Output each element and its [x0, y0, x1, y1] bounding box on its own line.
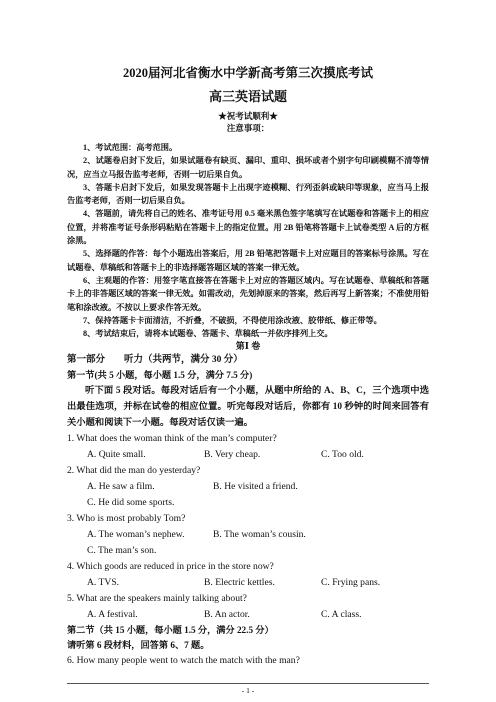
page-content	[67, 66, 429, 669]
notice-item: 5、选择题的作答：每个小题选出答案后，用 2B 铅笔把答题卡上对应题目的答案标号涂黑。写在试题卷、草稿纸和答题卡上的非选择题答题区域的答案一律无效。	[67, 249, 429, 272]
page-number: - 1 -	[241, 686, 255, 695]
notice-item: 6、主观题的作答：用签字笔直接答在答题卡上对应的答题区域内。写在试题卷、草稿纸和答题卡上的非答题区域的答案一律无效。如需改动，先划掉原来的答案，然后再写上新答案；不准使用铅笔和涂改液。不按以上要求作答无效。	[67, 275, 429, 312]
notice-item: 2、试题卷启封下发后，如果试题卷有缺页、漏印、重印、损坏或者个别字句印刷模糊不清等情况，应当立马报告监考老师，否则一切后果自负。	[67, 156, 429, 179]
question-stem: 3. Who is most probably Tom?	[67, 513, 186, 525]
option-b: B. An actor.	[204, 609, 250, 621]
option-c: C. Frying pans.	[321, 577, 381, 589]
option-a: A. TVS.	[87, 577, 120, 589]
option-row	[67, 607, 429, 623]
question-stem: 4. Which goods are reduced in price in the store now?	[67, 561, 274, 573]
section-heading: 第一节(共 5 小题，每小题 1.5 分，满分 7.5 分)	[67, 370, 253, 381]
option-c: C. The man’s son.	[87, 545, 157, 557]
option-row	[67, 479, 429, 495]
notice-item: 3、答题卡启封下发后，如果发现答题卡上出现字迹模糊、行列歪斜或缺印等现象，应当马上报告监考老师，否则一切后果自负。	[67, 182, 429, 206]
part-heading: 第一部分 听力（共两节，满分 30 分）	[67, 355, 243, 366]
section-heading: 第二节（共 15 小题，每小题 1.5 分，满分 22.5 分）	[67, 625, 274, 636]
option-a: A. He saw a film.	[87, 481, 155, 493]
option-row	[67, 527, 429, 543]
option-row	[67, 447, 429, 463]
volume-heading: 第Ⅰ 卷	[235, 341, 261, 352]
exam-title: 2020届河北省衡水中学新高考第三次摸底考试	[122, 66, 373, 80]
notice-item: 7、保持答题卡卡面清洁，不折叠，不破损，不得使用涂改液、胶带纸、修正带等。	[83, 315, 382, 325]
option-c: C. A class.	[321, 609, 362, 621]
option-c: C. Too old.	[321, 449, 364, 461]
blessing-line: ★祝考试顺利★	[218, 111, 278, 121]
notice-list	[67, 141, 429, 340]
notice-item: 8、考试结束后，请将本试题卷、答题卡、草稿纸一并依序排列上交。	[83, 329, 333, 339]
question-stem: 2. What did the man do yesterday?	[67, 465, 201, 477]
question-stem: 1. What does the woman think of the man’s computer?	[67, 433, 277, 445]
option-b: B. Very cheap.	[204, 449, 261, 461]
option-c: C. He did some sports.	[87, 497, 175, 509]
footer-divider	[67, 683, 429, 684]
option-a: A. The woman’s nephew.	[87, 529, 185, 541]
question-list	[67, 431, 429, 623]
section-directions: 听下面 5 段对话。每段对话后有一个小题，从题中所给的 A、B、C，三个选项中选出最佳选项，并标在试卷的相应位置。听完每段对话后，你都有 10 秒钟的时间来回答有关小题和阅读下一小题。每段对话仅读一遍。	[67, 386, 429, 429]
option-a: A. Quite small.	[87, 449, 146, 461]
option-b: B. Electric kettles.	[204, 577, 275, 589]
notice-item: 4、答题前，请先将自己的姓名、准考证号用 0.5 毫米黑色签字笔填写在试题卷和答题卡上的相应位置，并将准考证号条形码粘贴在答题卡上的指定位置。用 2B 铅笔将答题卡上试卷类型 A 后的方框涂黑。	[67, 209, 429, 246]
option-b: B. The woman’s cousin.	[213, 529, 306, 541]
question-stem: 6. How many people went to watch the match with the man?	[67, 655, 300, 667]
option-a: A. A festival.	[87, 609, 138, 621]
question-stem: 5. What are the speakers mainly talking about?	[67, 593, 247, 605]
option-row	[67, 575, 429, 591]
section-instruction: 请听第 6 段材料，回答第 6、7 题。	[67, 640, 210, 651]
exam-subtitle: 高三英语试题	[208, 89, 287, 104]
notice-item: 1、考试范围：高考范围。	[83, 143, 178, 152]
notice-title: 注意事项：	[226, 123, 270, 133]
option-b: B. He visited a friend.	[213, 481, 298, 493]
